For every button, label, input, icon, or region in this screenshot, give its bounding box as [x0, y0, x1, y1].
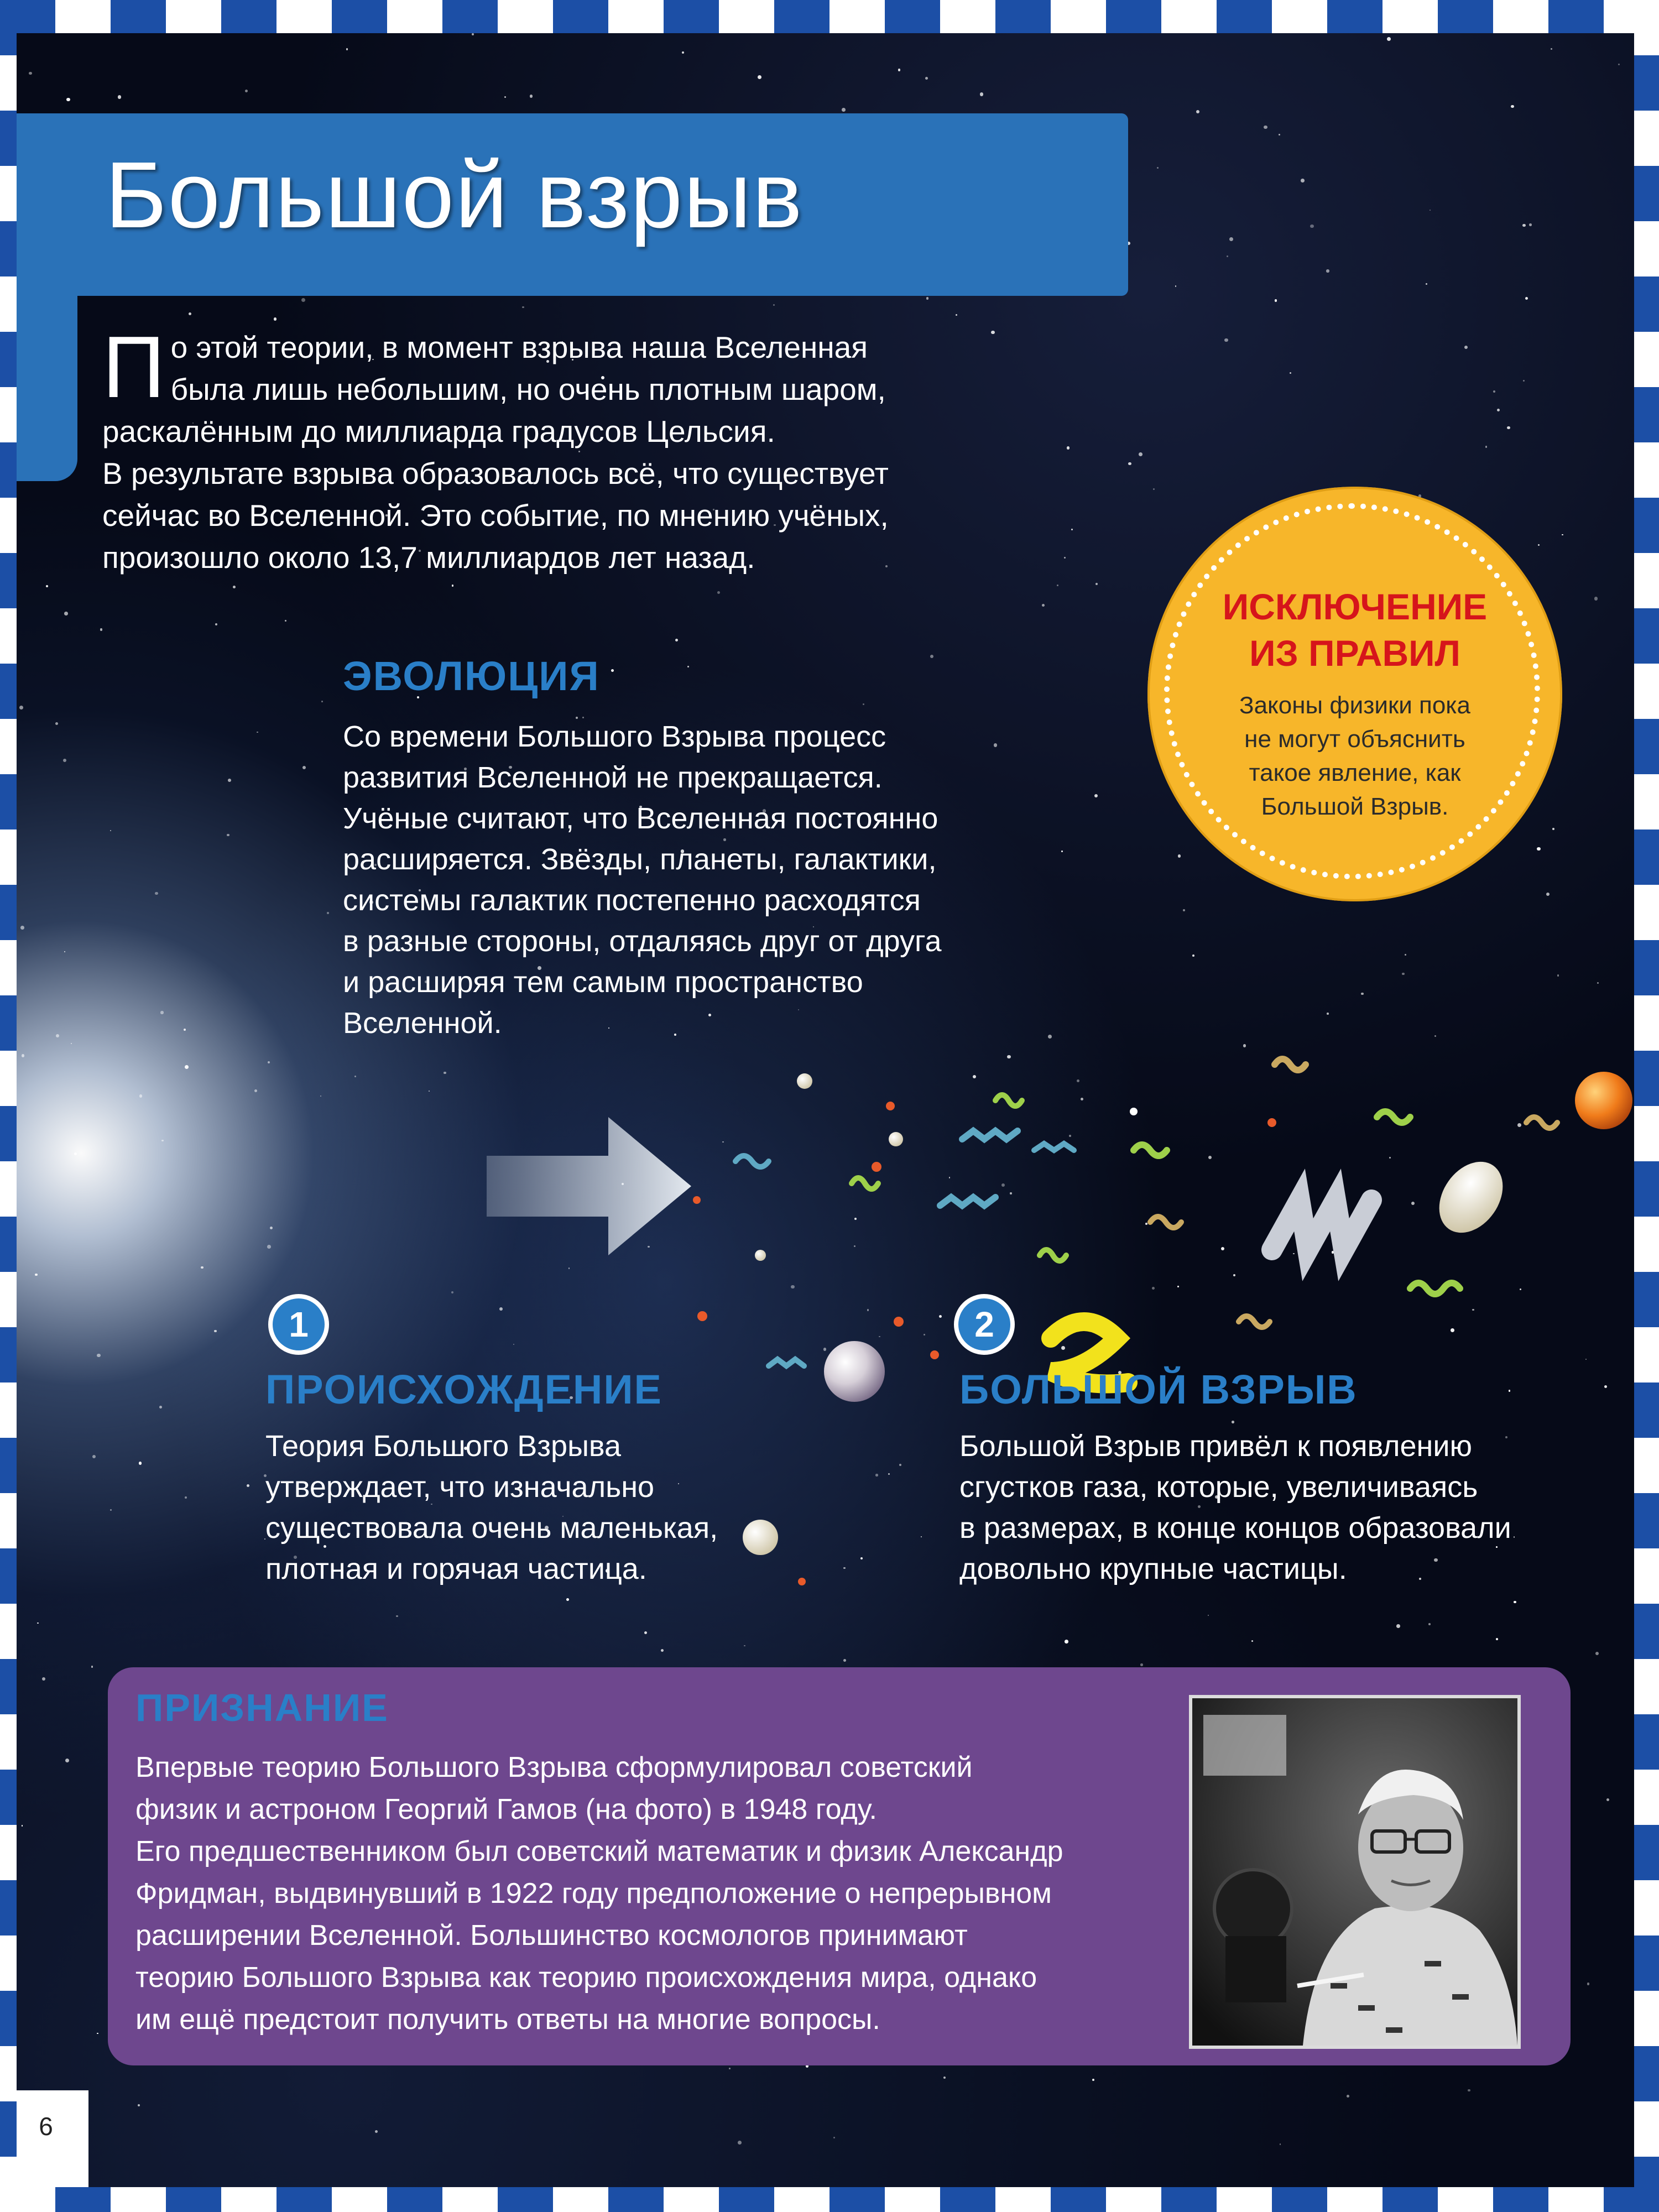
star	[97, 1354, 101, 1358]
star	[64, 612, 67, 615]
star	[110, 830, 111, 831]
step-2-line: в размерах, в конце концов образовали	[959, 1511, 1511, 1545]
gamow-photo	[1189, 1695, 1521, 2049]
star	[1064, 557, 1066, 559]
star	[444, 1072, 446, 1074]
star	[97, 2033, 98, 2034]
intro-line: произошло около 13,7 миллиардов лет назад.	[102, 540, 755, 575]
star	[943, 2077, 946, 2079]
star	[1402, 973, 1404, 975]
star	[843, 1659, 846, 1662]
star	[257, 732, 258, 733]
star	[22, 1825, 23, 1827]
evolution-line: Со времени Большого Взрыва процесс	[343, 720, 886, 753]
star	[1523, 380, 1525, 382]
star	[833, 2137, 835, 2138]
star	[1468, 2089, 1470, 2092]
star	[1310, 225, 1313, 228]
intro-paragraph	[102, 319, 1009, 578]
portrait-image	[1192, 1698, 1517, 2046]
star	[1507, 426, 1510, 429]
star	[66, 98, 70, 101]
star	[185, 1065, 189, 1069]
star	[1067, 446, 1070, 449]
star	[1557, 974, 1559, 976]
step-1-line: плотная и горячая частица.	[265, 1552, 647, 1585]
star	[254, 1089, 257, 1092]
star	[91, 1666, 93, 1667]
star	[1405, 954, 1406, 956]
star	[568, 1267, 570, 1269]
star	[611, 669, 614, 672]
star	[159, 1406, 162, 1408]
star	[1511, 105, 1514, 108]
star	[644, 1631, 647, 1634]
star	[1493, 390, 1495, 393]
star	[1140, 1663, 1142, 1666]
star	[1546, 893, 1550, 896]
star	[1251, 1640, 1253, 1642]
intro-line: о этой теории, в момент взрыва наша Вселенная	[170, 330, 868, 364]
exception-title-line: ИЗ ПРАВИЛ	[1249, 633, 1460, 674]
star	[35, 1274, 37, 1276]
star	[327, 912, 329, 914]
evolution-line: системы галактик постепенно расходятся	[343, 884, 921, 917]
star	[267, 1245, 271, 1249]
star	[429, 1091, 430, 1092]
step-2-number: 2	[954, 1294, 1015, 1355]
exception-text-line: Законы физики пока	[1239, 692, 1470, 719]
star	[1065, 1640, 1068, 1644]
star	[1525, 297, 1528, 300]
intro-line: раскалённым до миллиарда градусов Цельсия.	[102, 414, 775, 448]
step-2-line: сгустков газа, которые, увеличиваясь	[959, 1470, 1478, 1504]
star	[842, 108, 846, 112]
star	[863, 703, 864, 705]
page-number: 6	[39, 2112, 53, 2141]
star	[354, 1076, 356, 1077]
star	[1551, 48, 1552, 50]
star	[1290, 372, 1291, 374]
star	[110, 1509, 112, 1511]
star	[1347, 2095, 1350, 2098]
star	[744, 1645, 745, 1647]
star	[74, 1152, 77, 1155]
star	[64, 951, 65, 952]
recognition-line: теорию Большого Взрыва как теорию происхождения мира, однако	[135, 1961, 1037, 1994]
intro-line: В результате взрыва образовалось всё, что существует	[102, 456, 889, 491]
evolution-line: Вселенной.	[343, 1006, 502, 1040]
star	[452, 585, 453, 586]
star	[675, 639, 678, 641]
evolution-line: в разные стороны, отдаляясь друг от друга	[343, 925, 942, 958]
star	[1537, 847, 1540, 851]
star	[1396, 1624, 1400, 1628]
star	[139, 1094, 142, 1097]
star	[227, 834, 229, 837]
star	[1178, 854, 1181, 858]
star	[1280, 2143, 1281, 2145]
star	[247, 1484, 249, 1487]
star	[92, 1455, 96, 1458]
star	[100, 628, 102, 630]
intro-line: сейчас во Вселенной. Это событие, по мнению учёных,	[102, 498, 889, 533]
star	[1361, 993, 1363, 995]
star	[980, 92, 983, 96]
star	[1428, 1623, 1431, 1625]
star	[566, 1598, 569, 1601]
star	[270, 1227, 273, 1229]
evolution-text	[343, 716, 1062, 1044]
star	[773, 304, 775, 306]
star	[930, 655, 933, 658]
star	[472, 33, 474, 35]
star	[63, 759, 67, 763]
step-1-line: утверждает, что изначально	[265, 1470, 655, 1504]
star	[22, 1054, 24, 1057]
star	[71, 1043, 72, 1045]
star	[302, 766, 306, 769]
star	[1326, 269, 1329, 272]
star	[758, 75, 761, 79]
star	[717, 591, 721, 594]
step-1-heading: ПРОИСХОЖДЕНИЕ	[265, 1366, 662, 1412]
step-1-number: 1	[268, 1294, 329, 1355]
evolution-heading: ЭВОЛЮЦИЯ	[343, 653, 600, 699]
step-2-text	[959, 1426, 1595, 1589]
star	[274, 317, 277, 321]
star	[1279, 134, 1280, 135]
star	[1264, 126, 1267, 129]
star	[1485, 446, 1488, 448]
star	[1139, 452, 1142, 456]
star	[37, 1623, 39, 1624]
title-side-tab	[17, 113, 77, 481]
star	[522, 306, 524, 308]
exception-title-line: ИСКЛЮЧЕНИЕ	[1222, 586, 1488, 627]
star	[301, 298, 305, 302]
star	[1497, 409, 1500, 411]
recognition-line: расширении Вселенной. Большинство космологов принимают	[135, 1919, 968, 1952]
star	[321, 701, 323, 702]
star	[1042, 604, 1045, 607]
star	[1175, 285, 1176, 286]
star	[1071, 529, 1073, 530]
intro-line: была лишь небольшим, но очень плотным шаром,	[170, 372, 886, 406]
star	[513, 1344, 514, 1345]
star	[1153, 488, 1155, 490]
star	[1597, 982, 1599, 984]
checkered-border-bottom	[0, 2187, 1659, 2212]
star	[1387, 37, 1391, 41]
evolution-line: и расширяя тем самым пространство	[343, 966, 863, 999]
checkered-border-top	[0, 0, 1659, 33]
star	[1426, 283, 1427, 285]
evolution-line: развития Вселенной не прекращается.	[343, 761, 883, 794]
star	[1595, 1652, 1599, 1655]
star	[1430, 210, 1431, 211]
star	[118, 95, 122, 99]
star	[139, 1462, 142, 1464]
recognition-line: Впервые теорию Большого Взрыва сформулировал советский	[135, 1751, 973, 1783]
recognition-line: физик и астроном Георгий Гамов (на фото) в 1948 году.	[135, 1793, 877, 1825]
star	[1092, 2079, 1094, 2081]
exception-text-line: не могут объяснить	[1244, 726, 1465, 753]
star	[1229, 237, 1233, 241]
star	[1587, 1983, 1589, 1985]
recognition-heading: ПРИЗНАНИЕ	[135, 1686, 389, 1729]
star	[1208, 1615, 1209, 1616]
star	[245, 90, 248, 92]
star	[687, 666, 689, 667]
star	[201, 1266, 203, 1269]
star	[1522, 224, 1525, 227]
star	[19, 706, 23, 709]
star	[898, 69, 900, 71]
star	[184, 1029, 186, 1031]
star	[682, 51, 684, 54]
recognition-line: Фридман, выдвинувший в 1922 году предположение о непрерывном	[135, 1877, 1052, 1910]
star	[1538, 544, 1540, 546]
star	[1192, 954, 1194, 957]
star	[499, 1307, 503, 1311]
exception-text-line: Большой Взрыв.	[1261, 793, 1449, 820]
star	[729, 2068, 731, 2069]
checkered-border-right	[1634, 0, 1659, 2212]
star	[661, 1649, 664, 1652]
star	[738, 2141, 742, 2145]
star	[161, 1140, 164, 1142]
exception-title	[1178, 583, 1532, 676]
step-1-line: Теория Большого Взрыва	[265, 1430, 622, 1463]
star	[504, 96, 506, 98]
star	[1095, 583, 1098, 585]
step-1-text	[265, 1426, 763, 1589]
star	[1094, 794, 1098, 797]
star	[1224, 338, 1228, 342]
drop-cap: П	[102, 319, 165, 416]
star	[42, 1677, 45, 1681]
star	[1496, 1638, 1498, 1640]
exception-text-line: такое явление, как	[1249, 759, 1461, 786]
recognition-line: им ещё предстоит получить ответы на многие вопросы.	[135, 2004, 880, 2036]
star	[1157, 167, 1159, 169]
page-title: Большой взрыв	[105, 143, 804, 248]
star	[1057, 585, 1058, 586]
star	[228, 779, 231, 782]
step-2-line: Большой Взрыв привёл к появлению	[959, 1430, 1473, 1463]
star	[285, 620, 286, 622]
star	[1434, 1035, 1436, 1037]
star	[138, 2104, 140, 2106]
star	[160, 1011, 163, 1014]
star	[1301, 179, 1305, 182]
star	[1196, 110, 1199, 113]
star	[925, 77, 928, 80]
star	[65, 1759, 69, 1762]
star	[1227, 255, 1228, 257]
star	[20, 926, 24, 930]
star	[1606, 1798, 1609, 1801]
star	[320, 1095, 321, 1097]
star	[956, 314, 957, 316]
step-1-line: существовала очень маленькая,	[265, 1511, 718, 1545]
recognition-line: Его предшественником был советский математик и физик Александр	[135, 1835, 1063, 1867]
star	[1618, 64, 1620, 65]
star	[268, 1061, 270, 1063]
star	[1529, 223, 1532, 226]
star	[56, 1034, 59, 1037]
star	[1327, 1013, 1329, 1015]
star	[346, 48, 348, 50]
star	[451, 1291, 453, 1293]
star	[1183, 909, 1185, 911]
star	[926, 297, 929, 300]
recognition-text	[135, 1746, 1197, 2041]
star	[396, 1615, 398, 1617]
evolution-line: расширяется. Звёзды, планеты, галактики,	[343, 843, 937, 876]
star	[214, 1330, 217, 1333]
star	[375, 2130, 378, 2133]
checkered-border-left	[0, 0, 17, 2212]
step-2-heading: БОЛЬШОЙ ВЗРЫВ	[959, 1366, 1358, 1412]
star	[189, 312, 191, 315]
star	[55, 722, 58, 725]
exception-text	[1194, 688, 1515, 823]
evolution-line: Учёные считают, что Вселенная постоянно	[343, 802, 938, 835]
step-2-line: довольно крупные частицы.	[959, 1552, 1347, 1585]
star	[233, 586, 236, 588]
star	[29, 72, 32, 75]
star	[215, 623, 217, 625]
star	[530, 95, 533, 98]
star	[1594, 597, 1598, 601]
star	[155, 892, 158, 895]
star	[1275, 299, 1277, 302]
star	[1552, 828, 1554, 830]
star	[1562, 534, 1563, 536]
star	[1128, 462, 1131, 466]
star	[46, 585, 48, 587]
star	[185, 1496, 187, 1499]
star	[1464, 346, 1468, 349]
